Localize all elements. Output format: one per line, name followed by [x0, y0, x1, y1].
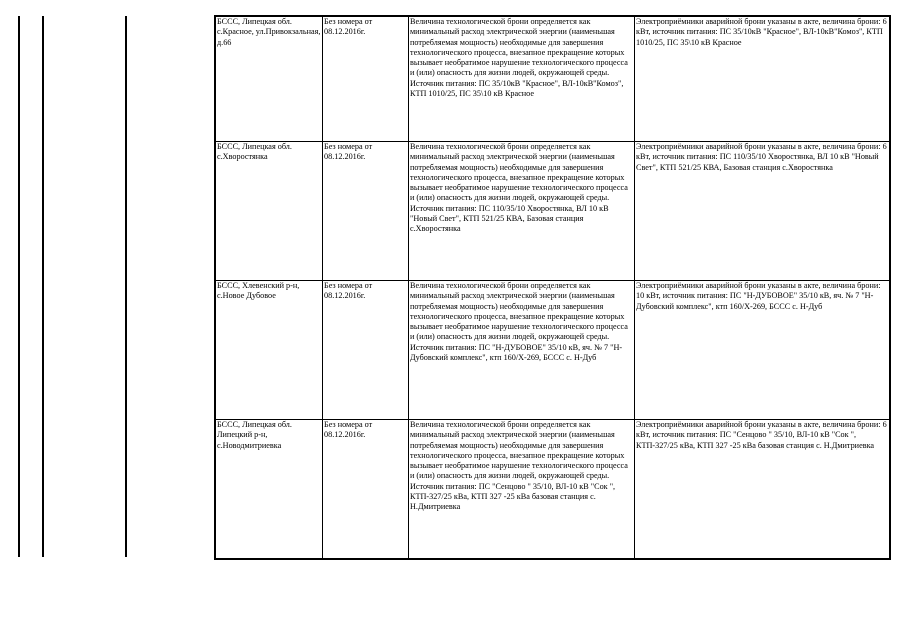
justification-cell: Величина технологической брони определяется как минимальный расход электрической энергии (наименьшая потребляемая мощность) необходимые для завершения технологического процесса, внезапное прекращение которых вызывает необратимое нарушение технологического процесса и (или) опасность для жизни людей, окружающей среды. Источник питания: ПС 35/10кВ "Красное", ВЛ-10кВ"Комоз", КТП 1010/25, ПС 35\10 кВ Красное [409, 16, 635, 142]
reserve-table [214, 15, 891, 560]
table-row [215, 420, 890, 560]
left-column-rule-2 [42, 16, 44, 557]
location-cell: БССС, Липецкая обл. с.Хворостянка [215, 142, 323, 281]
justification-cell: Величина технологической брони определяется как минимальный расход электрической энергии (наименьшая потребляемая мощность) необходимые для завершения технологического процесса, внезапное прекращение которых вызывает необратимое нарушение технологического процесса и (или) опасность для жизни людей, окружающей среды. Источник питания: ПС "Сенцово " 35/10, ВЛ-10 кВ "Сок ", КТП-327/25 кВа, КТП 327 -25 кВа базовая станция с. Н.Дмитриевка [409, 420, 635, 560]
location-cell: БССС, Хлевенский р-н, с.Новое Дубовое [215, 281, 323, 420]
note-cell: Электроприёмники аварийной брони указаны в акте, величина брони: 10 кВт, источник питания: ПС "Н-ДУБОВОЕ" 35/10 кВ, яч. № 7 "Н-Дубовский комплекс", ктп 160/Х-269, БССС с. Н-Дуб [635, 281, 891, 420]
note-cell: Электроприёмники аварийной брони указаны в акте, величина брони: 6 кВт, источник питания: ПС 110/35/10 Хворостянка, ВЛ 10 кВ "Новый Свет", КТП 521/25 КВА, Базовая станция с.Хворостянка [635, 142, 891, 281]
document-cell: Без номера от 08.12.2016г. [323, 420, 409, 560]
left-column-rule-1 [18, 16, 20, 557]
document-cell: Без номера от 08.12.2016г. [323, 281, 409, 420]
table-row [215, 281, 890, 420]
location-cell: БССС, Липецкая обл. Липецкий р-н, с.Новодмитриевка [215, 420, 323, 560]
location-cell: БССС, Липецкая обл. с.Красное, ул.Привокзальная, д.66 [215, 16, 323, 142]
justification-cell: Величина технологической брони определяется как минимальный расход электрической энергии (наименьшая потребляемая мощность) необходимые для завершения технологического процесса, внезапное прекращение которых вызывает необратимое нарушение технологического процесса и (или) опасность для жизни людей, окружающей среды. Источник питания: ПС "Н-ДУБОВОЕ" 35/10 кВ, яч. № 7 "Н-Дубовский комплекс", ктп 160/Х-269, БССС с. Н-Дуб [409, 281, 635, 420]
table-row [215, 142, 890, 281]
table-row [215, 16, 890, 142]
note-cell: Электроприёмники аварийной брони указаны в акте, величина брони: 6 кВт, источник питания: ПС 35/10кВ "Красное", ВЛ-10кВ"Комоз", КТП 1010/25, ПС 35\10 кВ Красное [635, 16, 891, 142]
note-cell: Электроприёмники аварийной брони указаны в акте, величина брони: 6 кВт, источник питания: ПС "Сенцово " 35/10, ВЛ-10 кВ "Сок ", КТП-327/25 кВа, КТП 327 -25 кВа базовая станция с. Н.Дмитриевка [635, 420, 891, 560]
document-cell: Без номера от 08.12.2016г. [323, 16, 409, 142]
justification-cell: Величина технологической брони определяется как минимальный расход электрической энергии (наименьшая потребляемая мощность) необходимые для завершения технологического процесса, внезапное прекращение которых вызывает необратимое нарушение технологического процесса и (или) опасность для жизни людей, окружающей среды. Источник питания: ПС 110/35/10 Хворостянка, ВЛ 10 кВ "Новый Свет", КТП 521/25 КВА, Базовая станция с.Хворостянка [409, 142, 635, 281]
document-cell: Без номера от 08.12.2016г. [323, 142, 409, 281]
left-column-rule-3 [125, 16, 127, 557]
